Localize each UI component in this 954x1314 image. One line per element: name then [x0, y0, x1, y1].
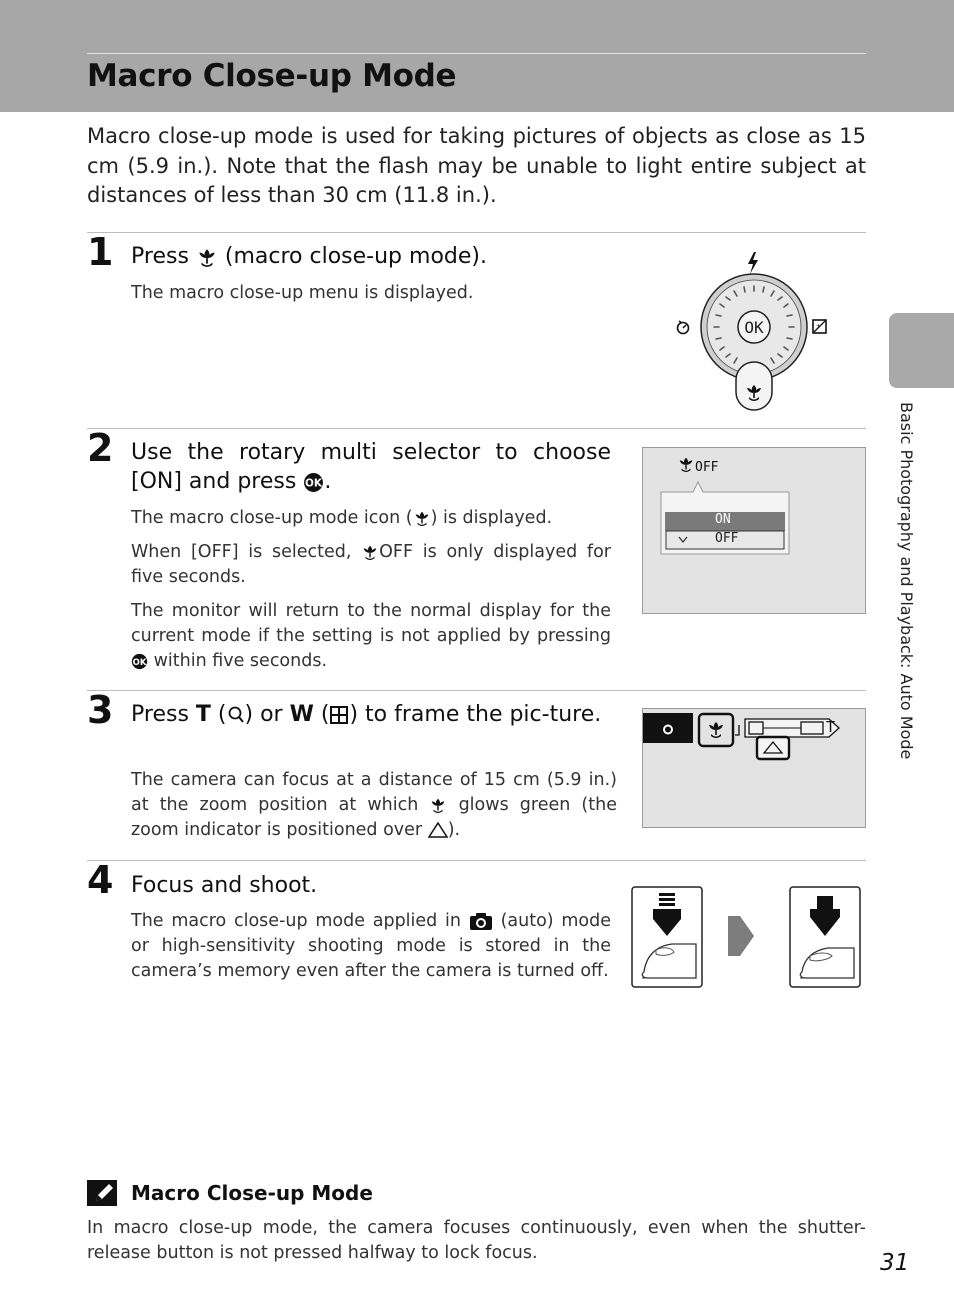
menu-item-off[interactable]: OFF [715, 531, 739, 546]
step-divider [87, 428, 866, 429]
self-timer-icon [678, 321, 689, 334]
step-4-heading: Focus and shoot. [131, 873, 318, 898]
section-label: Basic Photography and Playback: Auto Mode [897, 402, 916, 760]
step-1-number: 1 [87, 230, 114, 274]
step-2-heading: Use the rotary multi selector to choose [ON] and press . [131, 440, 611, 494]
next-arrow-icon [728, 916, 754, 956]
note-body: In macro close-up mode, the camera focuses continuously, even when the shutter-release button is not pressed halfway to lock focus. [87, 1218, 866, 1263]
macro-flower-icon [413, 509, 431, 527]
page-title: Macro Close-up Mode [87, 58, 457, 94]
flash-icon [748, 252, 758, 274]
step-divider [87, 232, 866, 233]
svg-text:+: + [816, 323, 822, 330]
step-divider [87, 690, 866, 691]
zoom-indicator-screen [642, 708, 866, 828]
macro-off-indicator [677, 454, 721, 476]
svg-text:OFF: OFF [695, 460, 719, 475]
half-press-panel [632, 887, 702, 987]
macro-menu-screen [642, 447, 866, 614]
triangle-icon [428, 821, 448, 839]
step-3-number: 3 [87, 688, 114, 732]
zoom-w-key: W [289, 702, 314, 727]
step-4-body: The macro close-up mode applied in (auto) mode or high-sensitivity shooting mode is stored in the camera’s memory even after the camera is turned off. [131, 911, 611, 981]
pencil-note-icon [87, 1180, 119, 1208]
step-1-body: The macro close-up menu is displayed. [131, 283, 474, 303]
header-rule [87, 53, 866, 54]
exposure-icon [813, 320, 826, 333]
step-3-body: The camera can focus at a distance of 15 cm (5.9 in.) at the zoom position at which glows green (the zoom indicator is positioned over ). [131, 770, 617, 840]
zoom-in-icon [227, 705, 245, 725]
step-2-body: The macro close-up mode icon ( ) is displayed. When [OFF] is selected, OFF is only displayed for five seconds. The monitor will return to the normal display for the current mode if the setting is not applied by pressing within five seconds. [131, 508, 611, 671]
intro-paragraph: Macro close-up mode is used for taking pictures of objects as close as 15 cm (5.9 in.). Note that the flash may be unable to light entire subject at distances of less than 30 cm (11.8 in.). [87, 124, 866, 207]
step-4-number: 4 [87, 858, 114, 902]
step-1-heading: Press (macro close-up mode). [131, 244, 487, 269]
rotary-selector-diagram [670, 244, 840, 416]
macro-flower-icon [361, 543, 379, 561]
section-tab [889, 313, 954, 388]
full-press-panel [790, 887, 860, 987]
header-band [0, 0, 954, 112]
macro-flower-icon [196, 246, 218, 268]
ok-button-icon [303, 472, 324, 493]
step-divider [87, 860, 866, 861]
page-number: 31 [880, 1250, 910, 1276]
note-title: Macro Close-up Mode [131, 1181, 373, 1205]
step-2-number: 2 [87, 426, 114, 470]
shutter-press-diagram [630, 886, 866, 990]
camera-icon [469, 911, 493, 931]
step-3-heading: Press T ( ) or W ( ) to frame the pic-ture. [131, 702, 602, 727]
zoom-t-key: T [195, 702, 211, 727]
macro-flower-icon [429, 796, 447, 814]
zoom-tele-label: T [826, 718, 836, 736]
ok-label: OK [744, 318, 764, 337]
thumbnail-icon [329, 705, 349, 725]
menu-item-on[interactable]: ON [715, 512, 731, 527]
ok-button-icon [131, 653, 148, 670]
